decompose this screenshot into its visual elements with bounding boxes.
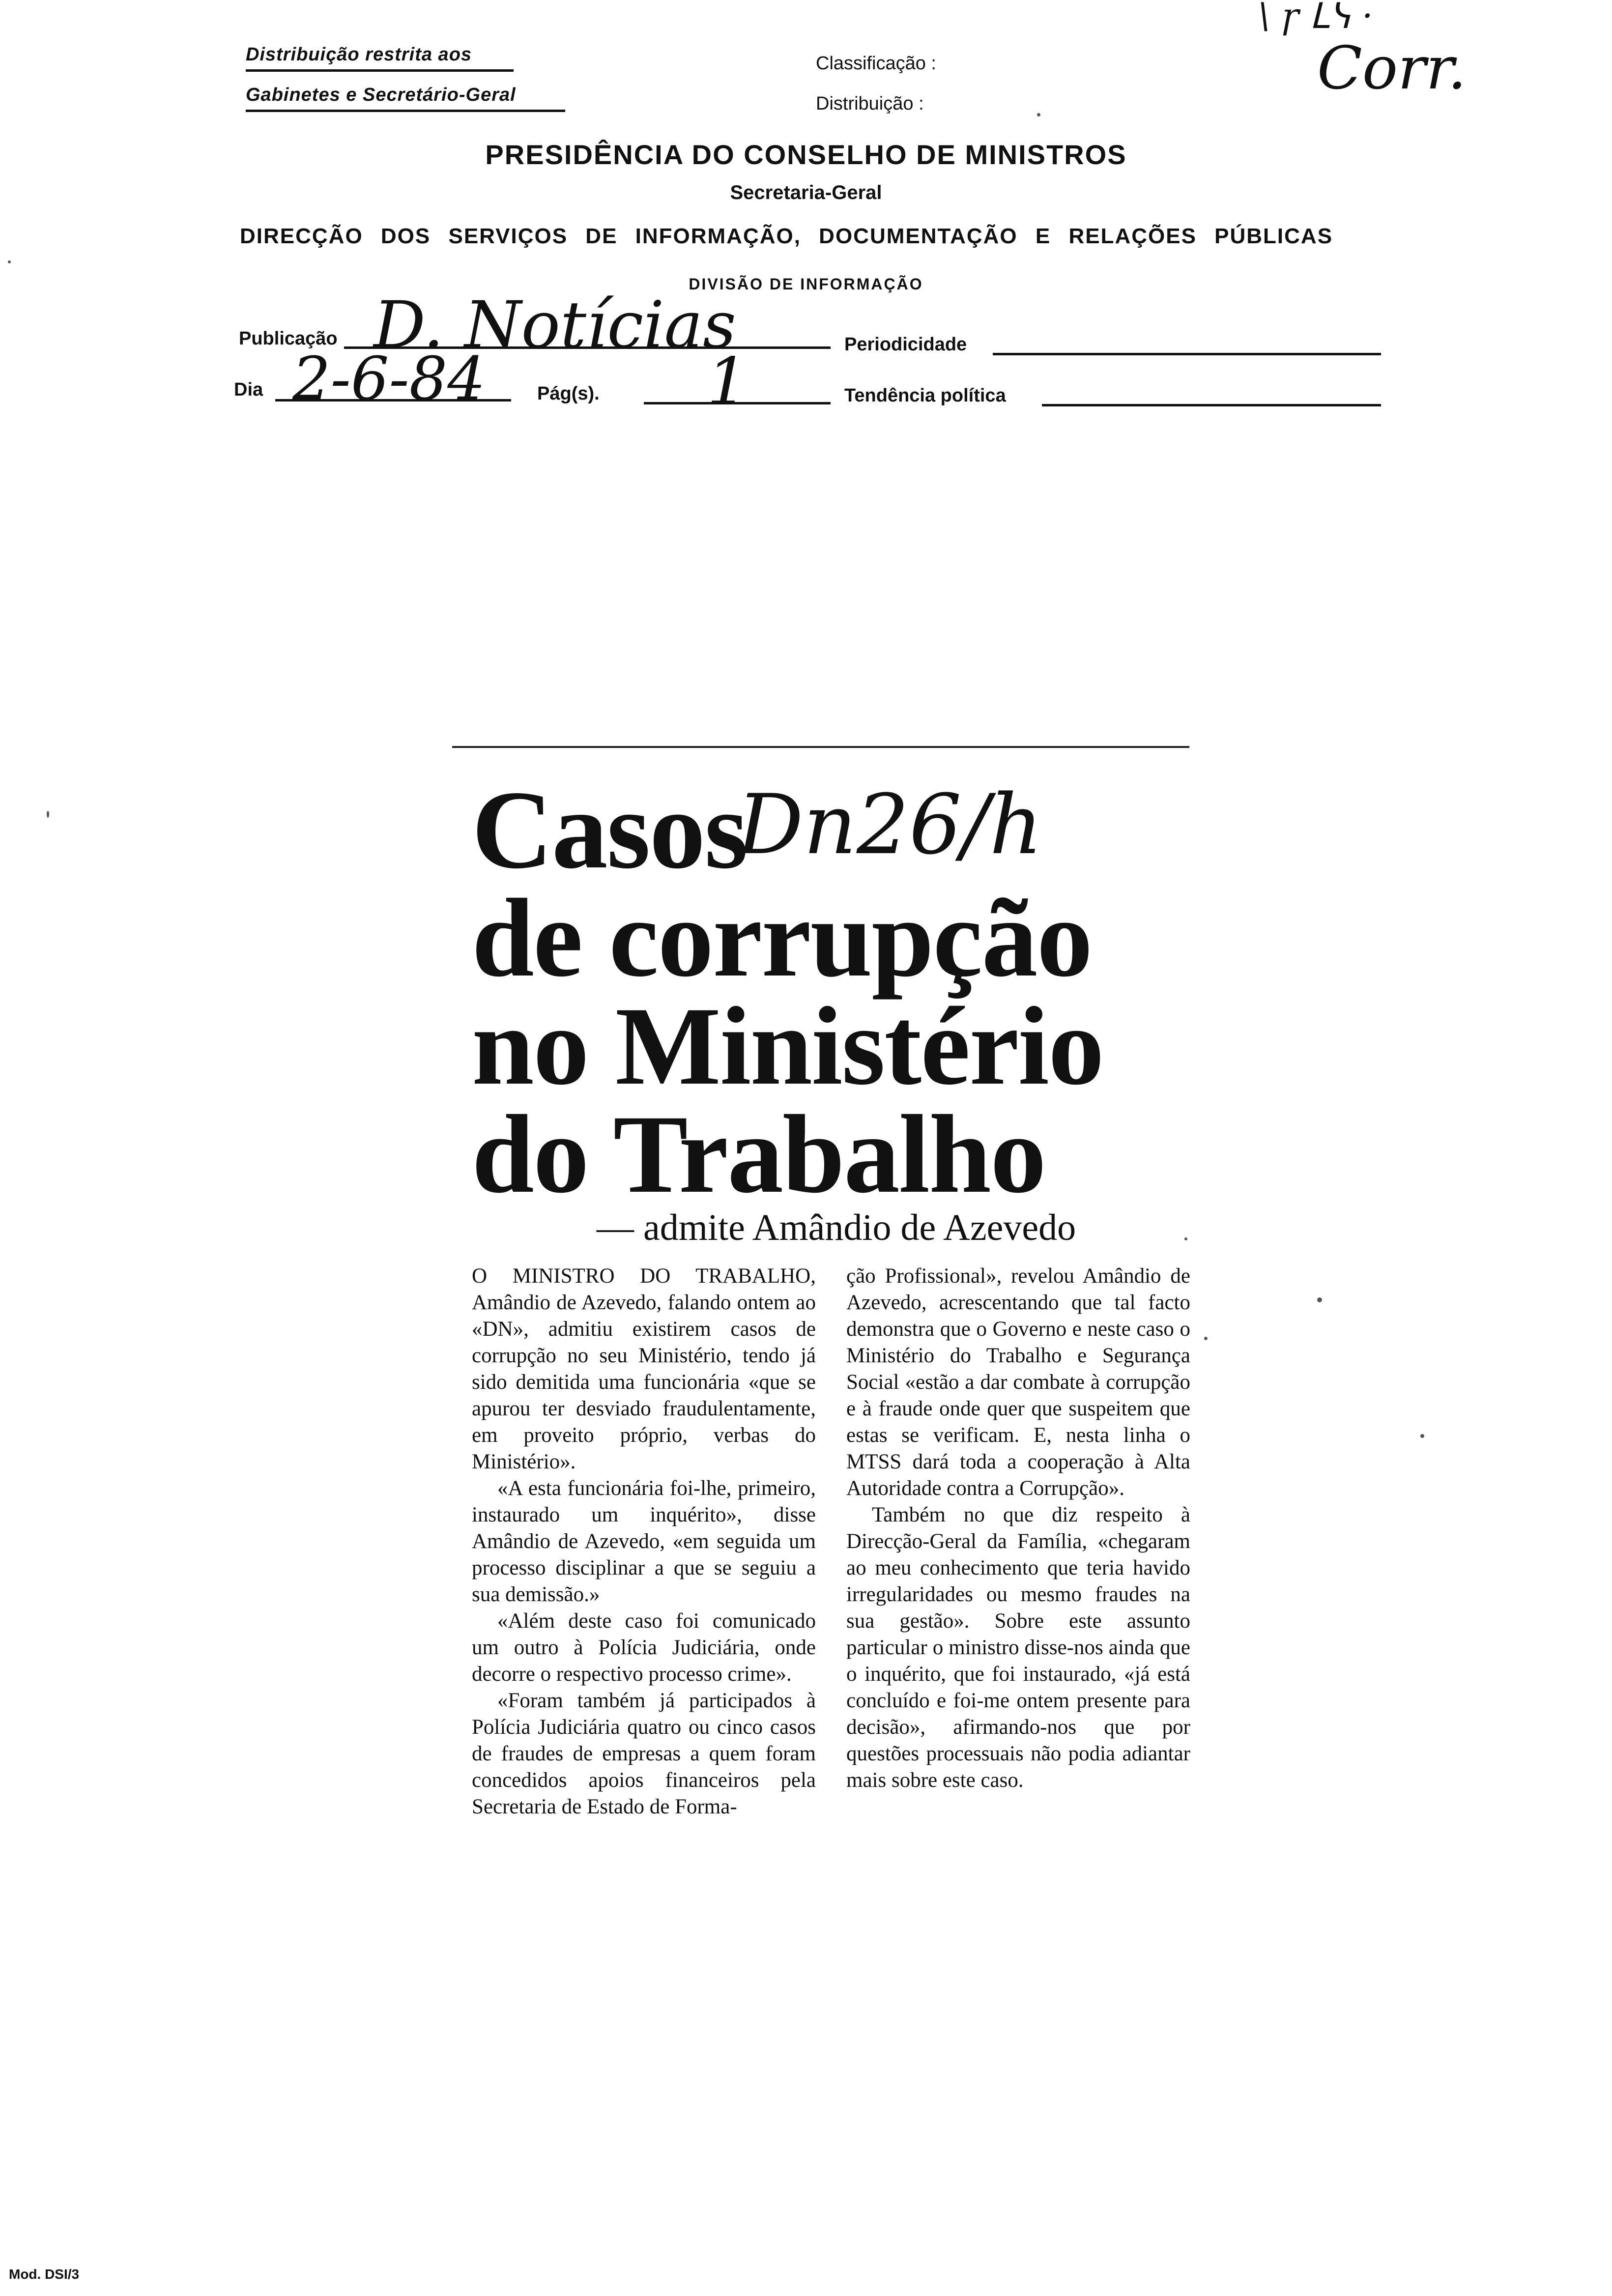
division-name: DIVISÃO DE INFORMAÇÃO	[689, 275, 923, 293]
restriction-line-1: Distribuição restrita aos	[246, 44, 514, 72]
column-2-paragraph-2: Também no que diz respeito à Direcção-Geral da Família, «chegaram ao meu conhecimento que teria havido irregularidades ou mesmo fraudes na sua gestão». Sobre este assunto particular o ministro disse-nos ainda que o inquérito, que foi instaurado, «já está concluído e foi-me ontem presente para decisão», afirmando-nos que por questões processuais não podia adiantar mais sobre este caso.	[846, 1503, 1190, 1792]
organization-subtitle: Secretaria-Geral	[730, 182, 882, 203]
column-1-paragraph-1: O MINISTRO DO TRABALHO, Amândio de Azevedo, falando ontem ao «DN», admitiu existirem casos de corrupção no seu Ministério, tendo já sido demitida uma funcionária «que se apurou ter desviado fraudulentamente, em proveito próprio, verbas do Ministério».	[472, 1264, 816, 1473]
headline-handwritten-annotation: Dn26/h	[737, 776, 1043, 873]
scan-speck	[1037, 113, 1040, 116]
headline-line-1: Casos	[472, 768, 748, 892]
clipping-top-rule	[452, 746, 1189, 748]
headline-line-4: do Trabalho	[472, 1092, 1045, 1216]
form-code: Mod. DSI/3	[9, 2267, 80, 2282]
column-1-paragraph-3: «Além deste caso foi comunicado um outro à Polícia Judiciária, onde decorre o respectivo processo crime».	[472, 1609, 816, 1686]
publication-label: Publicação	[239, 328, 338, 349]
scan-speck	[1204, 1337, 1208, 1340]
headline-line-2: de corrupção	[472, 876, 1092, 1000]
scan-speck	[1317, 1297, 1322, 1302]
distribution-label: Distribuição :	[816, 93, 924, 114]
publication-handwritten: D. Notícias	[374, 287, 736, 363]
handwritten-corner-scribble: \ ꞅ ᒪᓭ ·	[1258, 0, 1373, 36]
scan-speck	[47, 811, 49, 818]
scan-speck	[8, 260, 11, 263]
periodicity-label: Periodicidade	[844, 334, 967, 355]
scan-speck	[1184, 1237, 1187, 1240]
article-column-1	[472, 1263, 816, 1820]
organization-title: PRESIDÊNCIA DO CONSELHO DE MINISTROS	[485, 139, 1127, 170]
headline-line-3: no Ministério	[472, 984, 1103, 1108]
day-handwritten: 2-6-84	[292, 344, 486, 414]
tendency-label: Tendência política	[844, 385, 1006, 406]
column-2-paragraph-1: ção Profissional», revelou Amândio de Azevedo, acrescentando que tal facto demonstra que o Governo e neste caso o Ministério do Trabalho e Segurança Social «estão a dar combate à corrupção e à fraude onde quer que suspeitem que estas se verificam. E, nesta linha o MTSS dará toda a cooperação à Alta Autoridade contra a Corrupção».	[846, 1264, 1190, 1500]
day-label: Dia	[234, 379, 263, 400]
tendency-line	[1042, 404, 1381, 406]
pages-handwritten: 1	[707, 344, 748, 420]
column-1-paragraph-2: «A esta funcionária foi-lhe, primeiro, instaurado um inquérito», disse Amândio de Azevedo, «em seguida um processo disciplinar a que se seguiu a sua demissão.»	[472, 1477, 816, 1606]
restriction-line-2: Gabinetes e Secretário-Geral	[246, 85, 565, 112]
column-1-paragraph-4: «Foram também já participados à Polícia Judiciária quatro ou cinco casos de fraudes de empresas a quem foram concedidos apoios financeiros pela Secretaria de Estado de Forma-	[472, 1689, 816, 1818]
pages-label: Pág(s).	[537, 383, 600, 404]
article-column-2	[846, 1263, 1190, 1794]
periodicity-line	[993, 353, 1381, 355]
classification-label: Classificação :	[816, 53, 936, 74]
department-name: DIRECÇÃO DOS SERVIÇOS DE INFORMAÇÃO, DOCUMENTAÇÃO E RELAÇÕES PÚBLICAS	[240, 224, 1333, 248]
scan-speck	[1420, 1434, 1424, 1438]
byline: — admite Amândio de Azevedo	[597, 1207, 1076, 1248]
handwritten-corner-note: Corr.	[1317, 34, 1467, 103]
